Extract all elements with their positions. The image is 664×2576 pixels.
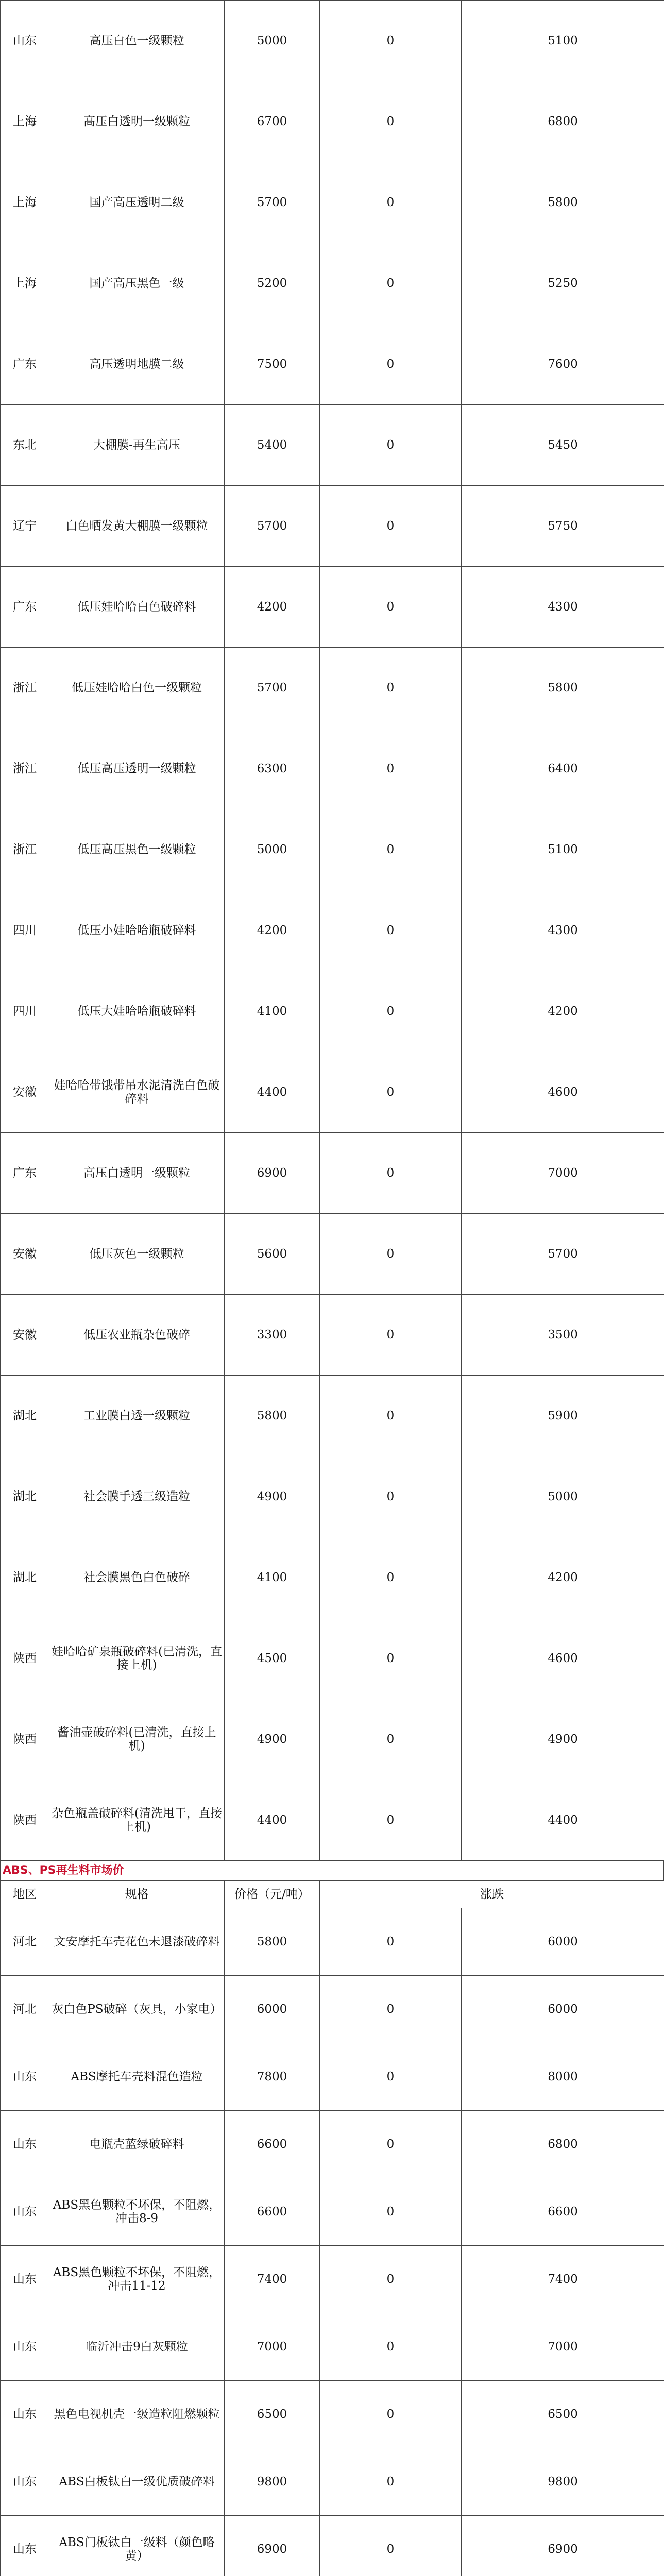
table-row — [1, 728, 664, 809]
table-row — [1, 1052, 664, 1133]
table-row — [1, 1908, 664, 1976]
price-after-cell: 3500 — [462, 1295, 664, 1376]
spec-cell: 高压白透明一级颗粒 — [49, 1133, 225, 1214]
price-cell: 5400 — [225, 405, 320, 486]
price-cell: 6600 — [225, 2178, 320, 2246]
change-cell: 0 — [320, 971, 462, 1052]
table-row — [1, 1537, 664, 1618]
table-row — [1, 1, 664, 81]
price-after-cell: 5250 — [462, 243, 664, 324]
table-row — [1, 2043, 664, 2111]
spec-cell: 低压大娃哈哈瓶破碎料 — [49, 971, 225, 1052]
region-cell: 河北 — [1, 1908, 49, 1976]
table-row — [1, 2381, 664, 2448]
spec-cell: ABS摩托车壳料混色造粒 — [49, 2043, 225, 2111]
change-cell: 0 — [320, 2178, 462, 2246]
price-cell: 5000 — [225, 809, 320, 890]
region-cell: 山东 — [1, 2313, 49, 2381]
spec-cell: 黑色电视机壳一级造粒阻燃颗粒 — [49, 2381, 225, 2448]
region-cell: 上海 — [1, 243, 49, 324]
header-price: 价格（元/吨） — [225, 1881, 320, 1908]
price-cell: 5700 — [225, 648, 320, 728]
spec-cell: 高压白透明一级颗粒 — [49, 81, 225, 162]
spec-cell: 杂色瓶盖破碎料(清洗甩干，直接上机) — [49, 1780, 225, 1861]
region-cell: 安徽 — [1, 1295, 49, 1376]
change-cell: 0 — [320, 2381, 462, 2448]
spec-cell: 高压透明地膜二级 — [49, 324, 225, 405]
region-cell: 浙江 — [1, 648, 49, 728]
price-after-cell: 8000 — [462, 2043, 664, 2111]
spec-cell: 娃哈哈矿泉瓶破碎料(已清洗，直接上机) — [49, 1618, 225, 1699]
region-cell: 山东 — [1, 2043, 49, 2111]
price-after-cell: 6000 — [462, 1976, 664, 2043]
price-cell: 6000 — [225, 1976, 320, 2043]
price-cell: 6300 — [225, 728, 320, 809]
region-cell: 四川 — [1, 890, 49, 971]
price-cell: 4100 — [225, 1537, 320, 1618]
table-row — [1, 2111, 664, 2178]
spec-cell: 工业膜白透一级颗粒 — [49, 1376, 225, 1456]
change-cell: 0 — [320, 1456, 462, 1537]
region-cell: 湖北 — [1, 1376, 49, 1456]
spec-cell: 国产高压透明二级 — [49, 162, 225, 243]
change-cell: 0 — [320, 728, 462, 809]
price-after-cell: 6600 — [462, 2178, 664, 2246]
price-cell: 7500 — [225, 324, 320, 405]
change-cell: 0 — [320, 1908, 462, 1976]
price-cell: 7400 — [225, 2246, 320, 2313]
price-after-cell: 7600 — [462, 324, 664, 405]
change-cell: 0 — [320, 2448, 462, 2516]
change-cell: 0 — [320, 1537, 462, 1618]
price-after-cell: 5100 — [462, 1, 664, 81]
spec-cell: 酱油壶破碎料(已清洗，直接上机) — [49, 1699, 225, 1780]
price-cell: 6900 — [225, 1133, 320, 1214]
spec-cell: 大棚膜-再生高压 — [49, 405, 225, 486]
region-cell: 辽宁 — [1, 486, 49, 567]
change-cell: 0 — [320, 1618, 462, 1699]
spec-cell: 娃哈哈带饿带吊水泥清洗白色破碎料 — [49, 1052, 225, 1133]
spec-cell: 文安摩托车壳花色未退漆破碎料 — [49, 1908, 225, 1976]
price-cell: 4200 — [225, 567, 320, 648]
price-cell: 7000 — [225, 2313, 320, 2381]
price-after-cell: 4600 — [462, 1618, 664, 1699]
region-cell: 上海 — [1, 162, 49, 243]
table-row — [1, 243, 664, 324]
price-after-cell: 7000 — [462, 2313, 664, 2381]
region-cell: 浙江 — [1, 809, 49, 890]
change-cell: 0 — [320, 890, 462, 971]
change-cell: 0 — [320, 486, 462, 567]
change-cell: 0 — [320, 405, 462, 486]
price-cell: 4500 — [225, 1618, 320, 1699]
change-cell: 0 — [320, 1214, 462, 1295]
change-cell: 0 — [320, 324, 462, 405]
table-row — [1, 2178, 664, 2246]
price-after-cell: 5900 — [462, 1376, 664, 1456]
table-row — [1, 2516, 664, 2576]
table-row — [1, 971, 664, 1052]
region-cell: 广东 — [1, 1133, 49, 1214]
spec-cell: 国产高压黑色一级 — [49, 243, 225, 324]
table-row — [1, 1214, 664, 1295]
price-after-cell: 5750 — [462, 486, 664, 567]
price-after-cell: 4400 — [462, 1780, 664, 1861]
header-spec: 规格 — [49, 1881, 225, 1908]
price-after-cell: 4300 — [462, 567, 664, 648]
table-header-row — [1, 1881, 664, 1908]
table-row — [1, 2448, 664, 2516]
price-cell: 6700 — [225, 81, 320, 162]
price-cell: 5700 — [225, 162, 320, 243]
region-cell: 河北 — [1, 1976, 49, 2043]
spec-cell: 低压高压透明一级颗粒 — [49, 728, 225, 809]
spec-cell: 高压白色一级颗粒 — [49, 1, 225, 81]
spec-cell: ABS门板钛白一级料（颜色略黄） — [49, 2516, 225, 2576]
table-row — [1, 1376, 664, 1456]
table-row — [1, 1618, 664, 1699]
change-cell: 0 — [320, 1780, 462, 1861]
table-row — [1, 1133, 664, 1214]
spec-cell: 低压灰色一级颗粒 — [49, 1214, 225, 1295]
table-row — [1, 324, 664, 405]
change-cell: 0 — [320, 243, 462, 324]
price-after-cell: 6000 — [462, 1908, 664, 1976]
region-cell: 上海 — [1, 81, 49, 162]
spec-cell: 社会膜手透三级造粒 — [49, 1456, 225, 1537]
table-row — [1, 1456, 664, 1537]
header-region: 地区 — [1, 1881, 49, 1908]
spec-cell: 临沂冲击9白灰颗粒 — [49, 2313, 225, 2381]
price-after-cell: 5800 — [462, 162, 664, 243]
price-cell: 4200 — [225, 890, 320, 971]
region-cell: 山东 — [1, 2448, 49, 2516]
price-after-cell: 4600 — [462, 1052, 664, 1133]
change-cell: 0 — [320, 1133, 462, 1214]
spec-cell: ABS黑色颗粒不坏保，不阻燃，冲击11-12 — [49, 2246, 225, 2313]
price-cell: 4100 — [225, 971, 320, 1052]
spec-cell: ABS黑色颗粒不坏保，不阻燃，冲击8-9 — [49, 2178, 225, 2246]
region-cell: 陕西 — [1, 1699, 49, 1780]
price-after-cell: 6800 — [462, 2111, 664, 2178]
region-cell: 广东 — [1, 324, 49, 405]
region-cell: 山东 — [1, 1, 49, 81]
table-row — [1, 648, 664, 728]
price-cell: 4900 — [225, 1699, 320, 1780]
price-after-cell: 6400 — [462, 728, 664, 809]
spec-cell: 灰白色PS破碎（灰具，小家电） — [49, 1976, 225, 2043]
region-cell: 四川 — [1, 971, 49, 1052]
price-after-cell: 7400 — [462, 2246, 664, 2313]
change-cell: 0 — [320, 1376, 462, 1456]
price-cell: 4400 — [225, 1052, 320, 1133]
price-cell: 5700 — [225, 486, 320, 567]
table-row — [1, 890, 664, 971]
region-cell: 山东 — [1, 2178, 49, 2246]
price-after-cell: 4900 — [462, 1699, 664, 1780]
spec-cell: ABS白板钛白一级优质破碎料 — [49, 2448, 225, 2516]
price-cell: 5600 — [225, 1214, 320, 1295]
spec-cell: 电瓶壳蓝绿破碎料 — [49, 2111, 225, 2178]
table-row — [1, 1295, 664, 1376]
header-change: 涨跌 — [320, 1881, 664, 1908]
price-cell: 7800 — [225, 2043, 320, 2111]
change-cell: 0 — [320, 2516, 462, 2576]
region-cell: 山东 — [1, 2246, 49, 2313]
table-row — [1, 1780, 664, 1861]
region-cell: 山东 — [1, 2516, 49, 2576]
price-cell: 9800 — [225, 2448, 320, 2516]
price-after-cell: 6800 — [462, 81, 664, 162]
price-cell: 4400 — [225, 1780, 320, 1861]
change-cell: 0 — [320, 809, 462, 890]
price-after-cell: 6900 — [462, 2516, 664, 2576]
table-row — [1, 809, 664, 890]
price-table — [0, 1880, 664, 2576]
price-after-cell: 5700 — [462, 1214, 664, 1295]
region-cell: 陕西 — [1, 1618, 49, 1699]
price-after-cell: 7000 — [462, 1133, 664, 1214]
change-cell: 0 — [320, 2313, 462, 2381]
change-cell: 0 — [320, 567, 462, 648]
table-row — [1, 486, 664, 567]
price-after-cell: 6500 — [462, 2381, 664, 2448]
price-cell: 4900 — [225, 1456, 320, 1537]
change-cell: 0 — [320, 1976, 462, 2043]
price-after-cell: 5100 — [462, 809, 664, 890]
table-row — [1, 162, 664, 243]
price-after-cell: 5000 — [462, 1456, 664, 1537]
region-cell: 山东 — [1, 2381, 49, 2448]
region-cell: 安徽 — [1, 1052, 49, 1133]
table-row — [1, 1976, 664, 2043]
spec-cell: 低压娃哈哈白色一级颗粒 — [49, 648, 225, 728]
region-cell: 广东 — [1, 567, 49, 648]
change-cell: 0 — [320, 2043, 462, 2111]
region-cell: 湖北 — [1, 1456, 49, 1537]
price-after-cell: 4200 — [462, 1537, 664, 1618]
price-after-cell: 4300 — [462, 890, 664, 971]
price-cell: 6600 — [225, 2111, 320, 2178]
region-cell: 安徽 — [1, 1214, 49, 1295]
change-cell: 0 — [320, 162, 462, 243]
change-cell: 0 — [320, 2246, 462, 2313]
section-title: ABS、PS再生料市场价 — [0, 1861, 664, 1880]
price-cell: 6900 — [225, 2516, 320, 2576]
table-row — [1, 2313, 664, 2381]
price-after-cell: 4200 — [462, 971, 664, 1052]
region-cell: 浙江 — [1, 728, 49, 809]
spec-cell: 低压小娃哈哈瓶破碎料 — [49, 890, 225, 971]
change-cell: 0 — [320, 1, 462, 81]
price-cell: 5800 — [225, 1376, 320, 1456]
price-cell: 3300 — [225, 1295, 320, 1376]
table-row — [1, 405, 664, 486]
price-after-cell: 5800 — [462, 648, 664, 728]
price-after-cell: 5450 — [462, 405, 664, 486]
spec-cell: 白色晒发黄大棚膜一级颗粒 — [49, 486, 225, 567]
change-cell: 0 — [320, 2111, 462, 2178]
change-cell: 0 — [320, 1699, 462, 1780]
price-cell: 5000 — [225, 1, 320, 81]
price-cell: 5800 — [225, 1908, 320, 1976]
table-row — [1, 1699, 664, 1780]
change-cell: 0 — [320, 81, 462, 162]
spec-cell: 社会膜黑色白色破碎 — [49, 1537, 225, 1618]
change-cell: 0 — [320, 1295, 462, 1376]
change-cell: 0 — [320, 1052, 462, 1133]
spec-cell: 低压农业瓶杂色破碎 — [49, 1295, 225, 1376]
table-row — [1, 81, 664, 162]
region-cell: 东北 — [1, 405, 49, 486]
spec-cell: 低压娃哈哈白色破碎料 — [49, 567, 225, 648]
spec-cell: 低压高压黑色一级颗粒 — [49, 809, 225, 890]
region-cell: 湖北 — [1, 1537, 49, 1618]
table-row — [1, 2246, 664, 2313]
price-cell: 6500 — [225, 2381, 320, 2448]
price-cell: 5200 — [225, 243, 320, 324]
region-cell: 陕西 — [1, 1780, 49, 1861]
price-after-cell: 9800 — [462, 2448, 664, 2516]
change-cell: 0 — [320, 648, 462, 728]
table-row — [1, 567, 664, 648]
region-cell: 山东 — [1, 2111, 49, 2178]
